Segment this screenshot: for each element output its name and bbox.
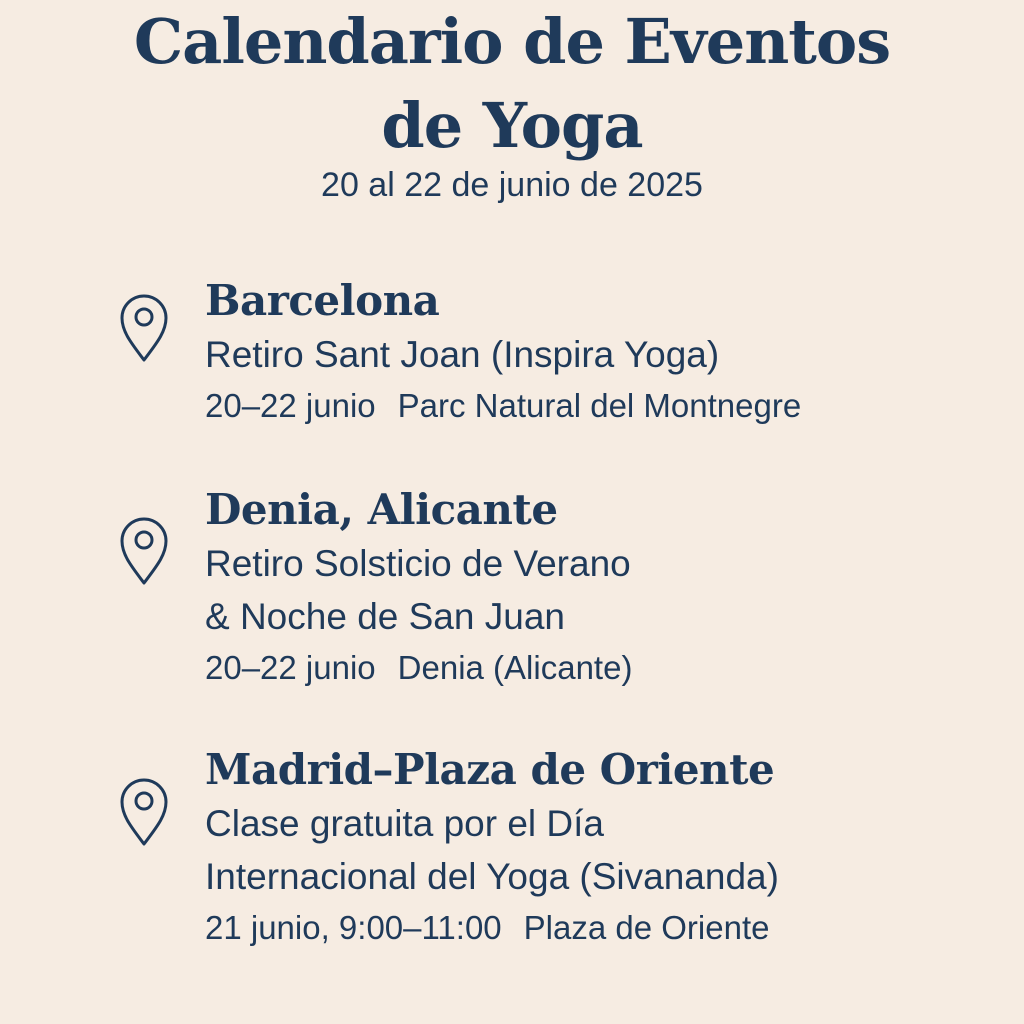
event-city: Denia, Alicante <box>205 485 558 534</box>
map-pin-icon <box>118 292 170 364</box>
map-pin-icon <box>118 515 170 587</box>
event-date: 20–22 junio <box>205 649 376 686</box>
event-details <box>205 643 1005 693</box>
event-place: Denia (Alicante) <box>397 649 633 686</box>
event-name-line: Retiro Sant Joan (Inspira Yoga) <box>205 334 720 375</box>
event-madrid <box>205 743 1005 953</box>
page-title <box>0 0 1024 168</box>
event-date: 21 junio, 9:00–11:00 <box>205 909 502 946</box>
event-details <box>205 381 1005 431</box>
event-place: Plaza de Oriente <box>523 909 770 946</box>
event-name-line: Retiro Solsticio de Verano <box>205 543 631 584</box>
event-barcelona <box>205 274 1005 431</box>
event-details <box>205 903 1005 953</box>
title-line-1: Calendario de Eventos <box>133 5 891 78</box>
event-city: Madrid–Plaza de Oriente <box>205 745 775 794</box>
event-dates: 20 al 22 de junio de 2025 <box>321 166 703 204</box>
event-name-line: & Noche de San Juan <box>205 596 565 637</box>
event-denia <box>205 483 1005 693</box>
map-pin-icon <box>118 776 170 848</box>
event-city: Barcelona <box>205 276 440 325</box>
event-name-line: Internacional del Yoga (Sivananda) <box>205 856 779 897</box>
title-line-2: de Yoga <box>381 89 643 162</box>
event-name-line: Clase gratuita por el Día <box>205 803 604 844</box>
event-date: 20–22 junio <box>205 387 376 424</box>
event-place: Parc Natural del Montnegre <box>397 387 802 424</box>
